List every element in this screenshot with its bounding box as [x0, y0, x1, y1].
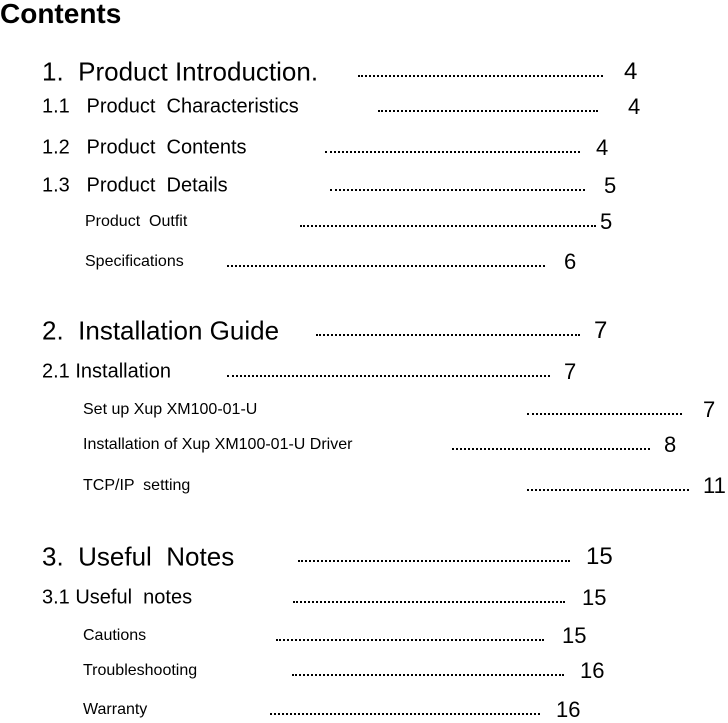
- toc-entry-label: 3. Useful Notes: [42, 541, 235, 572]
- toc-entry-page: 7: [703, 397, 716, 422]
- leader-dots: [316, 334, 580, 336]
- leader-dots: [527, 489, 689, 491]
- toc-entry-page: 16: [556, 697, 581, 722]
- toc-entry-page: 5: [600, 209, 613, 234]
- leader-dots: [270, 713, 540, 715]
- toc-entry-label: 3.1 Useful notes: [42, 586, 193, 609]
- toc-entry-label: Specifications: [85, 253, 184, 270]
- leader-dots: [330, 189, 585, 191]
- toc-entry-page: 4: [596, 135, 609, 160]
- toc-entry-label: Set up Xup XM100-01-U: [83, 401, 258, 418]
- leader-dots: [300, 225, 596, 227]
- leader-dots: [292, 674, 564, 676]
- toc-entry-label: 1.3 Product Details: [42, 174, 228, 197]
- leader-dots: [452, 448, 650, 450]
- leader-dots: [227, 375, 550, 377]
- leader-dots: [293, 601, 565, 603]
- toc-entry-label: Cautions: [83, 627, 147, 644]
- toc-entry-page: 15: [582, 585, 607, 610]
- leader-dots: [298, 560, 570, 562]
- toc-entry-label: Troubleshooting: [83, 662, 198, 679]
- toc-entry-label: TCP/IP setting: [83, 477, 191, 494]
- leader-dots: [527, 413, 682, 415]
- toc-entry-label: 2.1 Installation: [42, 360, 171, 383]
- toc-entry-page: 4: [628, 94, 641, 119]
- toc-entry-page: 8: [664, 432, 677, 457]
- leader-dots: [325, 151, 580, 153]
- toc-entry-page: 7: [594, 317, 608, 344]
- toc-entry-page: 4: [624, 58, 638, 85]
- toc-entry-page: 7: [564, 359, 577, 384]
- toc-entry-page: 15: [562, 623, 587, 648]
- toc-entry-label: Installation of Xup XM100-01-U Driver: [83, 436, 353, 453]
- leader-dots: [227, 265, 545, 267]
- toc-entry-page: 5: [604, 173, 617, 198]
- leader-dots: [358, 75, 603, 77]
- leader-dots: [276, 639, 544, 641]
- page-title: Contents: [0, 0, 122, 29]
- toc-entry-label: 1.2 Product Contents: [42, 136, 247, 159]
- toc-entry-label: Product Outfit: [85, 213, 188, 230]
- toc-entry-label: 1. Product Introduction.: [42, 56, 319, 87]
- toc-entry-page: 11: [703, 473, 726, 498]
- toc-entry-page: 16: [580, 658, 605, 683]
- toc-entry-label: Warranty: [83, 701, 148, 718]
- toc-entry-label: 2. Installation Guide: [42, 315, 280, 346]
- toc-entry-page: 15: [586, 543, 613, 570]
- toc-entry-page: 6: [564, 249, 577, 274]
- leader-dots: [378, 110, 598, 112]
- toc-entry-label: 1.1 Product Characteristics: [42, 95, 299, 118]
